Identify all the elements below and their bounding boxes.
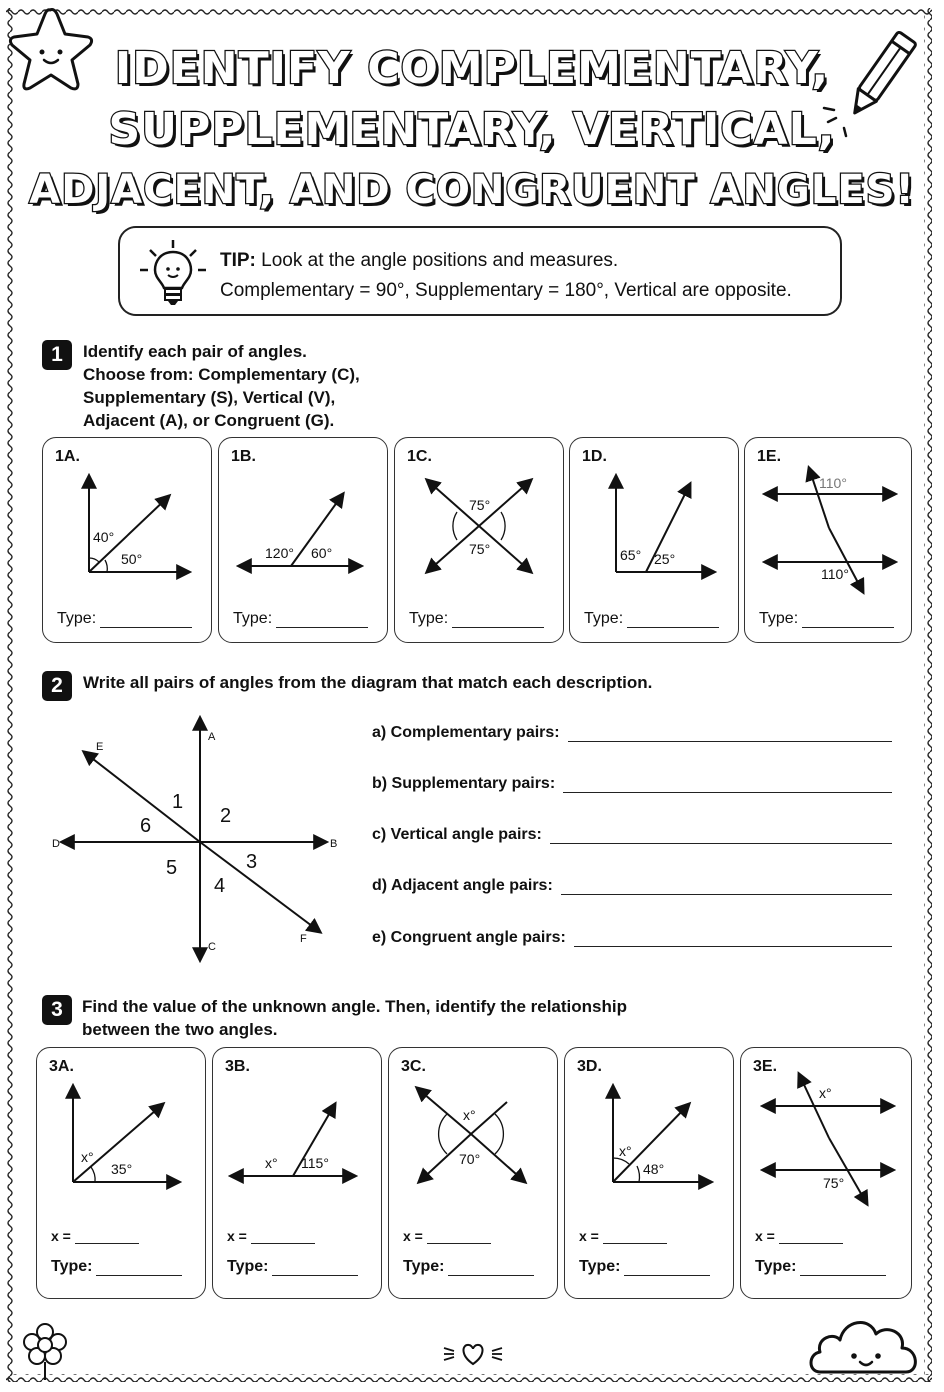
type-label: Type: — [403, 1258, 445, 1275]
card-label: 1E. — [757, 448, 782, 465]
card-label: 3B. — [225, 1058, 250, 1075]
x-answer-line[interactable] — [579, 1228, 667, 1244]
title-line-1: IDENTIFY COMPLEMENTARY, — [114, 43, 830, 94]
section-1-line: Supplementary (S), Vertical (V), — [83, 388, 336, 407]
angle-number: 2 — [220, 805, 232, 827]
question-label: d) Adjacent angle pairs: — [372, 877, 553, 894]
question-2e[interactable] — [372, 929, 892, 947]
card-label: 3D. — [577, 1058, 602, 1075]
point-label: F — [300, 933, 307, 945]
angle-label: 70° — [459, 1151, 481, 1167]
x-label: x = — [227, 1228, 247, 1244]
angle-label: 60° — [311, 545, 333, 561]
tip-box — [118, 226, 842, 316]
question-2c[interactable] — [372, 826, 892, 844]
type-answer-line[interactable] — [403, 1258, 534, 1276]
x-label: x = — [579, 1228, 599, 1244]
question-label: e) Congruent angle pairs: — [372, 929, 566, 946]
type-label: Type: — [57, 610, 97, 627]
angle-label: x° — [819, 1085, 832, 1101]
type-answer-line[interactable] — [759, 610, 894, 628]
section-3-number: 3 — [42, 995, 72, 1025]
heart-icon — [440, 1340, 506, 1368]
angle-label: 25° — [654, 551, 676, 567]
card-3e — [740, 1047, 912, 1299]
tip-line-2: Complementary = 90°, Supplementary = 180°, Vertical are opposite. — [220, 280, 792, 301]
x-answer-line[interactable] — [403, 1228, 491, 1244]
type-label: Type: — [579, 1258, 621, 1275]
tip-line-1: Look at the angle positions and measures. — [255, 250, 619, 271]
x-answer-line[interactable] — [755, 1228, 843, 1244]
type-answer-line[interactable] — [233, 610, 368, 628]
angle-label: 65° — [620, 547, 642, 563]
angle-label: 120° — [265, 545, 294, 561]
type-answer-line[interactable] — [584, 610, 719, 628]
angle-number: 3 — [246, 851, 258, 873]
angle-label: 75° — [823, 1175, 845, 1191]
x-label: x = — [755, 1228, 775, 1244]
card-label: 3E. — [753, 1058, 778, 1075]
x-label: x = — [51, 1228, 71, 1244]
card-label: 3C. — [401, 1058, 426, 1075]
type-answer-line[interactable] — [755, 1258, 886, 1276]
card-label: 1A. — [55, 448, 80, 465]
type-answer-line[interactable] — [227, 1258, 358, 1276]
point-label: E — [96, 741, 104, 753]
section-2-instructions: Write all pairs of angles from the diagram that match each description. — [83, 673, 653, 692]
angle-label: 115° — [301, 1155, 329, 1171]
point-label: B — [330, 838, 338, 850]
intersecting-lines-diagram — [40, 710, 350, 970]
section-3-instructions — [82, 995, 627, 1041]
angle-label: 48° — [643, 1161, 665, 1177]
title-line-2: SUPPLEMENTARY, VERTICAL, — [108, 104, 836, 155]
section-2-number: 2 — [42, 671, 72, 701]
angle-label: 50° — [121, 551, 143, 567]
card-3a — [36, 1047, 206, 1299]
question-2a[interactable] — [372, 724, 892, 742]
angle-label: x° — [463, 1107, 476, 1123]
type-answer-line[interactable] — [51, 1258, 182, 1276]
card-3c — [388, 1047, 558, 1299]
card-label: 3A. — [49, 1058, 74, 1075]
point-label: D — [52, 838, 60, 850]
x-answer-line[interactable] — [51, 1228, 139, 1244]
angle-label: 75° — [469, 541, 491, 557]
card-label: 1D. — [582, 448, 607, 465]
angle-number: 6 — [140, 815, 152, 837]
angle-number: 4 — [214, 875, 226, 897]
section-3-line: between the two angles. — [82, 1020, 278, 1039]
card-3b — [212, 1047, 382, 1299]
question-label: c) Vertical angle pairs: — [372, 826, 542, 843]
card-1a — [42, 437, 212, 643]
cloud-icon — [806, 1306, 924, 1378]
card-1c — [394, 437, 564, 643]
type-answer-line[interactable] — [579, 1258, 710, 1276]
question-2b[interactable] — [372, 775, 892, 793]
worksheet-title — [0, 38, 944, 221]
type-answer-line[interactable] — [409, 610, 544, 628]
section-1-number: 1 — [42, 340, 72, 370]
angle-label: 40° — [93, 529, 115, 545]
card-label: 1C. — [407, 448, 432, 465]
angle-number: 5 — [166, 857, 178, 879]
section-1-instructions — [83, 340, 360, 432]
section-1-line: Identify each pair of angles. — [83, 342, 307, 361]
section-1-line: Adjacent (A), or Congruent (G). — [83, 411, 335, 430]
type-label: Type: — [584, 610, 624, 627]
lightbulb-icon — [138, 238, 208, 308]
flower-icon — [22, 1322, 68, 1382]
type-label: Type: — [233, 610, 273, 627]
point-label: C — [208, 941, 216, 953]
point-label: A — [208, 731, 216, 743]
section-1-line: Choose from: Complementary (C), — [83, 365, 360, 384]
type-answer-line[interactable] — [57, 610, 192, 628]
card-label: 1B. — [231, 448, 256, 465]
x-answer-line[interactable] — [227, 1228, 315, 1244]
tip-label: TIP: — [220, 250, 256, 271]
angle-label: x° — [81, 1149, 94, 1165]
angle-number: 1 — [172, 791, 184, 813]
type-label: Type: — [227, 1258, 269, 1275]
type-label: Type: — [759, 610, 799, 627]
angle-label: 35° — [111, 1161, 133, 1177]
tip-text — [220, 246, 792, 306]
card-3d — [564, 1047, 734, 1299]
section-3-line: Find the value of the unknown angle. Then, identify the relationship — [82, 997, 627, 1016]
question-label: a) Complementary pairs: — [372, 724, 560, 741]
angle-label: 110° — [821, 566, 849, 582]
angle-label: x° — [619, 1143, 632, 1159]
question-2d[interactable] — [372, 877, 892, 895]
type-label: Type: — [755, 1258, 797, 1275]
angle-label: x° — [265, 1155, 278, 1171]
title-line-3: ADJACENT, AND CONGRUENT ANGLES! — [29, 167, 915, 213]
type-label: Type: — [51, 1258, 93, 1275]
angle-label: 110° — [819, 475, 847, 491]
card-1d — [569, 437, 739, 643]
x-label: x = — [403, 1228, 423, 1244]
card-1b — [218, 437, 388, 643]
card-1e — [744, 437, 912, 643]
angle-label: 75° — [469, 497, 491, 513]
question-label: b) Supplementary pairs: — [372, 775, 556, 792]
type-label: Type: — [409, 610, 449, 627]
